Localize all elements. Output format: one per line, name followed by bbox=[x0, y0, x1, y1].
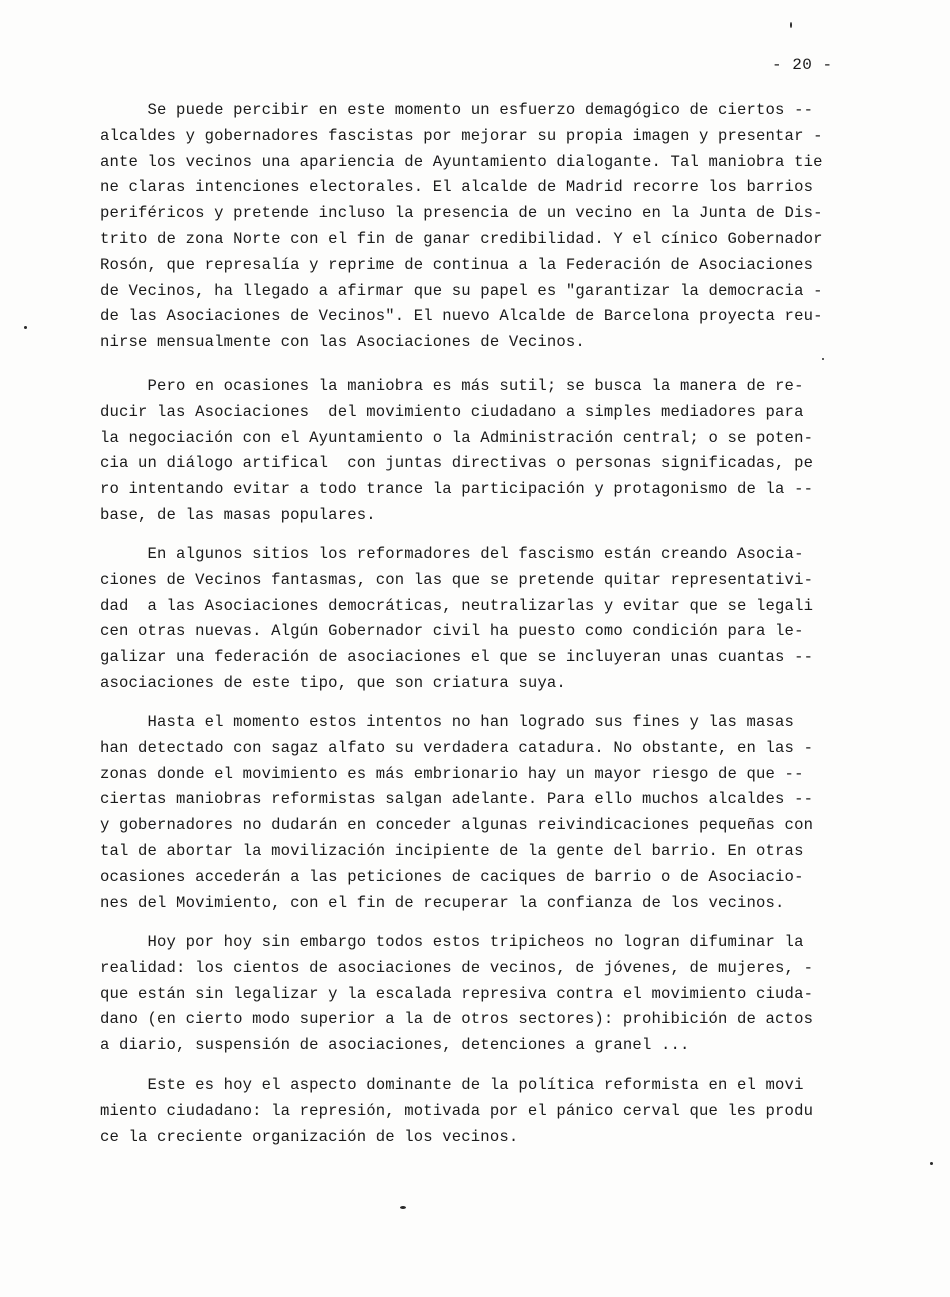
text-line: ocasiones accederán a las peticiones de caciques de barrio o de Asociacio- bbox=[100, 867, 804, 886]
text-line: Hoy por hoy sin embargo todos estos tripicheos no logran difuminar la bbox=[100, 933, 804, 951]
text-line: ciones de Vecinos fantasmas, con las que se pretende quitar representativi- bbox=[100, 570, 814, 589]
speck-mark bbox=[24, 326, 27, 329]
text-line: periféricos y pretende incluso la presencia de un vecino en la Junta de Dis- bbox=[100, 204, 823, 223]
text-line: miento ciudadano: la represión, motivada por el pánico cerval que les produ bbox=[100, 1101, 814, 1120]
text-line: y gobernadores no dudarán en conceder algunas reivindicaciones pequeñas con bbox=[100, 816, 814, 835]
speck-mark bbox=[400, 1206, 406, 1209]
text-line: ce la creciente organización de los vecinos. bbox=[100, 1127, 519, 1146]
paragraph-6 bbox=[100, 1073, 835, 1150]
text-line: dano (en cierto modo superior a la de otros sectores): prohibición de actos bbox=[100, 1010, 814, 1029]
text-line: Se puede percibir en este momento un esfuerzo demagógico de ciertos -- bbox=[100, 101, 814, 119]
text-line: ne claras intenciones electorales. El alcalde de Madrid recorre los barrios bbox=[100, 178, 814, 197]
paragraph-1 bbox=[100, 98, 835, 356]
text-line: que están sin legalizar y la escalada represiva contra el movimiento ciuda- bbox=[100, 984, 814, 1003]
text-line: nirse mensualmente con las Asociaciones de Vecinos. bbox=[100, 333, 585, 352]
text-line: cen otras nuevas. Algún Gobernador civil ha puesto como condición para le- bbox=[100, 622, 804, 641]
text-line: ducir las Asociaciones del movimiento ciudadano a simples mediadores para bbox=[100, 402, 804, 421]
text-line: cia un diálogo artifical con juntas directivas o personas significadas, pe bbox=[100, 454, 814, 473]
text-line: Hasta el momento estos intentos no han logrado sus fines y las masas bbox=[100, 713, 795, 731]
text-line: realidad: los cientos de asociaciones de vecinos, de jóvenes, de mujeres, - bbox=[100, 958, 814, 977]
text-line: ro intentando evitar a todo trance la participación y protagonismo de la -- bbox=[100, 480, 814, 499]
text-line: En algunos sitios los reformadores del fascismo están creando Asocia- bbox=[100, 545, 804, 563]
speck-mark bbox=[822, 358, 824, 360]
paragraph-4 bbox=[100, 710, 835, 916]
paragraph-3 bbox=[100, 542, 835, 697]
speck-mark bbox=[930, 1162, 933, 1165]
text-line: de Vecinos, ha llegado a afirmar que su papel es "garantizar la democracia - bbox=[100, 281, 823, 300]
text-line: de las Asociaciones de Vecinos". El nuevo Alcalde de Barcelona proyecta reu- bbox=[100, 307, 823, 326]
text-line: ante los vecinos una apariencia de Ayuntamiento dialogante. Tal maniobra tie bbox=[100, 152, 823, 171]
text-line: nes del Movimiento, con el fin de recuperar la confianza de los vecinos. bbox=[100, 893, 785, 912]
text-line: asociaciones de este tipo, que son criatura suya. bbox=[100, 673, 566, 692]
text-line: Rosón, que represalía y reprime de continua a la Federación de Asociaciones bbox=[100, 255, 814, 274]
text-line: han detectado con sagaz alfato su verdadera catadura. No obstante, en las - bbox=[100, 738, 814, 757]
text-line: Este es hoy el aspecto dominante de la política reformista en el movi bbox=[100, 1076, 804, 1094]
paragraph-2 bbox=[100, 374, 835, 529]
paragraph-5 bbox=[100, 930, 835, 1059]
text-line: ciertas maniobras reformistas salgan adelante. Para ello muchos alcaldes -- bbox=[100, 790, 814, 809]
text-line: galizar una federación de asociaciones el que se incluyeran unas cuantas -- bbox=[100, 648, 814, 667]
page-number: - 20 - bbox=[772, 56, 833, 74]
text-line: la negociación con el Ayuntamiento o la Administración central; o se poten- bbox=[100, 428, 814, 447]
text-line: trito de zona Norte con el fin de ganar credibilidad. Y el cínico Gobernador bbox=[100, 229, 823, 248]
text-line: Pero en ocasiones la maniobra es más sutil; se busca la manera de re- bbox=[100, 377, 804, 395]
text-line: zonas donde el movimiento es más embrionario hay un mayor riesgo de que -- bbox=[100, 764, 804, 783]
text-line: a diario, suspensión de asociaciones, detenciones a granel ... bbox=[100, 1036, 690, 1055]
text-line: alcaldes y gobernadores fascistas por mejorar su propia imagen y presentar - bbox=[100, 126, 823, 145]
text-line: base, de las masas populares. bbox=[100, 505, 376, 524]
text-line: tal de abortar la movilización incipiente de la gente del barrio. En otras bbox=[100, 841, 804, 860]
text-line: dad a las Asociaciones democráticas, neutralizarlas y evitar que se legali bbox=[100, 596, 814, 615]
speck-mark bbox=[790, 22, 792, 28]
